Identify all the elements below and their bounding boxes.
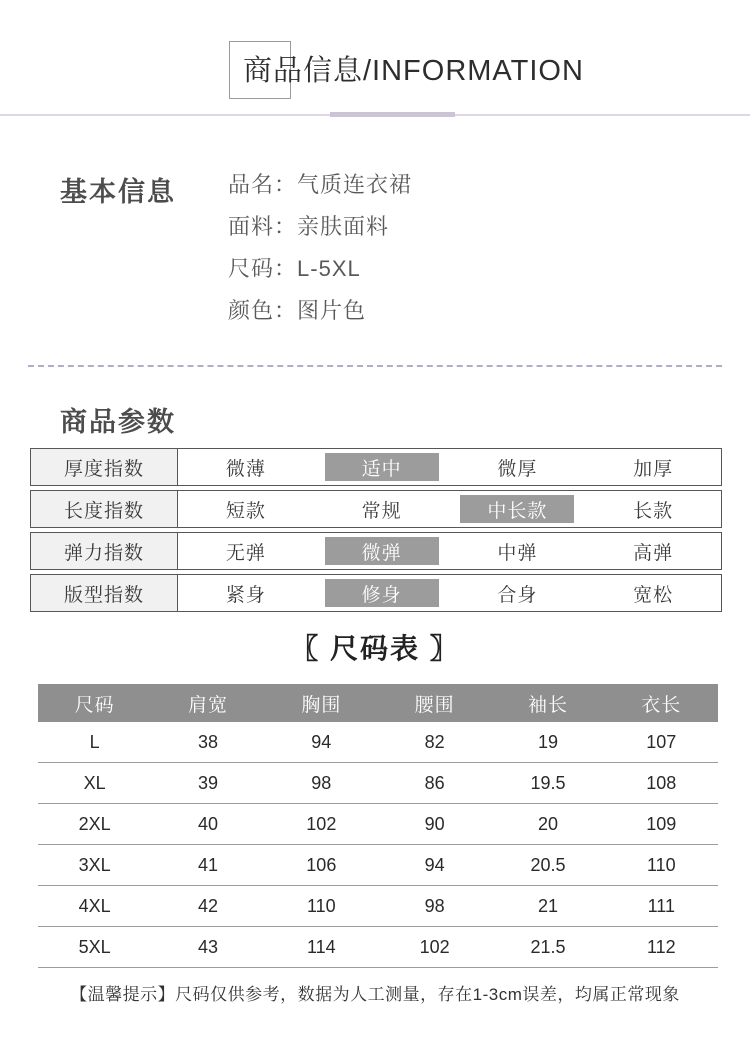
param-option: 常规 xyxy=(361,500,402,522)
size-cell: 86 xyxy=(424,772,445,793)
size-table xyxy=(38,684,718,968)
size-table-body xyxy=(38,722,718,968)
param-option-cell xyxy=(314,491,450,527)
size-cell: XL xyxy=(83,772,106,793)
param-label: 版型指数 xyxy=(31,575,178,611)
param-option-cell xyxy=(585,575,721,611)
param-option: 中长款 xyxy=(460,495,574,523)
param-option: 微薄 xyxy=(225,458,266,480)
size-cell: 40 xyxy=(197,813,218,834)
param-option-cell xyxy=(450,533,586,569)
param-option: 适中 xyxy=(325,453,439,481)
param-option: 短款 xyxy=(225,500,266,522)
param-option-cell xyxy=(178,533,314,569)
size-table-row xyxy=(38,804,718,845)
size-cell: 19 xyxy=(537,731,558,752)
param-option-cell xyxy=(314,449,450,485)
size-table-row xyxy=(38,722,718,763)
param-option-cell xyxy=(450,449,586,485)
size-column-header: 尺码 xyxy=(74,694,115,716)
param-option: 无弹 xyxy=(225,542,266,564)
size-table-row xyxy=(38,845,718,886)
dashed-divider xyxy=(28,365,722,367)
param-option: 紧身 xyxy=(225,584,266,606)
size-cell: 108 xyxy=(646,772,677,793)
info-label: 尺码： xyxy=(228,256,298,281)
size-chart-title: 〖 尺码表 〗 xyxy=(290,633,460,664)
info-label: 面料： xyxy=(228,214,298,239)
info-value: L-5XL xyxy=(297,256,361,281)
size-column-header: 衣长 xyxy=(641,694,682,716)
size-column-header: 袖长 xyxy=(527,694,568,716)
param-option: 高弹 xyxy=(633,542,674,564)
size-cell: 21.5 xyxy=(530,936,566,957)
info-row-size xyxy=(228,248,412,290)
size-cell: 107 xyxy=(646,731,677,752)
size-cell: 4XL xyxy=(78,895,111,916)
size-table-row xyxy=(38,886,718,927)
param-option: 微厚 xyxy=(497,458,538,480)
size-cell: 102 xyxy=(419,936,450,957)
basic-info-heading: 基本信息 xyxy=(60,177,176,207)
size-cell: 82 xyxy=(424,731,445,752)
info-row-color xyxy=(228,290,412,332)
size-cell: 109 xyxy=(646,813,677,834)
param-option-cell xyxy=(314,533,450,569)
param-option-cell xyxy=(314,575,450,611)
param-option-cell xyxy=(450,491,586,527)
info-label: 品名： xyxy=(228,172,298,197)
info-value: 亲肤面料 xyxy=(297,214,390,239)
param-row-length xyxy=(30,490,722,528)
size-column-header: 胸围 xyxy=(301,694,342,716)
size-cell: 38 xyxy=(197,731,218,752)
param-option: 长款 xyxy=(633,500,674,522)
size-cell: 98 xyxy=(424,895,445,916)
param-option-cell xyxy=(585,491,721,527)
size-cell: 20 xyxy=(537,813,558,834)
param-label: 厚度指数 xyxy=(31,449,178,485)
size-cell: 111 xyxy=(647,895,675,916)
basic-info-list xyxy=(228,164,412,332)
size-cell: 43 xyxy=(197,936,218,957)
size-cell: 102 xyxy=(306,813,337,834)
param-table xyxy=(30,448,722,616)
size-cell: 112 xyxy=(646,936,676,957)
page-title: 商品信息/INFORMATION xyxy=(243,55,584,87)
info-label: 颜色： xyxy=(228,298,298,323)
param-option-cell xyxy=(585,449,721,485)
size-cell: 2XL xyxy=(78,813,111,834)
size-table-header xyxy=(38,684,718,722)
size-cell: 39 xyxy=(197,772,218,793)
param-label: 长度指数 xyxy=(31,491,178,527)
size-cell: L xyxy=(89,731,100,752)
param-row-thickness xyxy=(30,448,722,486)
size-cell: 5XL xyxy=(78,936,111,957)
size-cell: 19.5 xyxy=(530,772,566,793)
params-heading: 商品参数 xyxy=(60,407,176,437)
param-option: 中弹 xyxy=(497,542,538,564)
size-cell: 3XL xyxy=(78,854,111,875)
size-cell: 41 xyxy=(197,854,218,875)
info-value: 气质连衣裙 xyxy=(297,172,413,197)
info-row-fabric xyxy=(228,206,412,248)
size-cell: 94 xyxy=(424,854,445,875)
param-option-cell xyxy=(178,449,314,485)
param-option-cell xyxy=(178,491,314,527)
param-option-cell xyxy=(178,575,314,611)
size-cell: 42 xyxy=(197,895,218,916)
size-cell: 98 xyxy=(311,772,332,793)
size-cell: 90 xyxy=(424,813,445,834)
size-cell: 110 xyxy=(646,854,676,875)
size-cell: 94 xyxy=(311,731,332,752)
param-row-fit xyxy=(30,574,722,612)
param-option-cell xyxy=(585,533,721,569)
info-value: 图片色 xyxy=(297,298,367,323)
param-option: 合身 xyxy=(497,584,538,606)
size-column-header: 肩宽 xyxy=(187,694,228,716)
size-column-header: 腰围 xyxy=(414,694,455,716)
size-cell: 114 xyxy=(306,936,336,957)
info-row-name xyxy=(228,164,412,206)
notice-text: 【温馨提示】尺码仅供参考，数据为人工测量，存在1-3cm误差，均属正常现象 xyxy=(70,985,680,1004)
size-cell: 20.5 xyxy=(530,854,566,875)
param-option: 宽松 xyxy=(633,584,674,606)
param-label: 弹力指数 xyxy=(31,533,178,569)
header-divider-accent xyxy=(330,112,455,117)
size-table-row xyxy=(38,927,718,968)
param-option: 加厚 xyxy=(633,458,674,480)
param-option-cell xyxy=(450,575,586,611)
size-cell: 21 xyxy=(537,895,558,916)
size-table-row xyxy=(38,763,718,804)
param-row-elasticity xyxy=(30,532,722,570)
size-cell: 106 xyxy=(306,854,337,875)
param-option: 微弹 xyxy=(325,537,439,565)
param-option: 修身 xyxy=(325,579,439,607)
size-cell: 110 xyxy=(306,895,336,916)
